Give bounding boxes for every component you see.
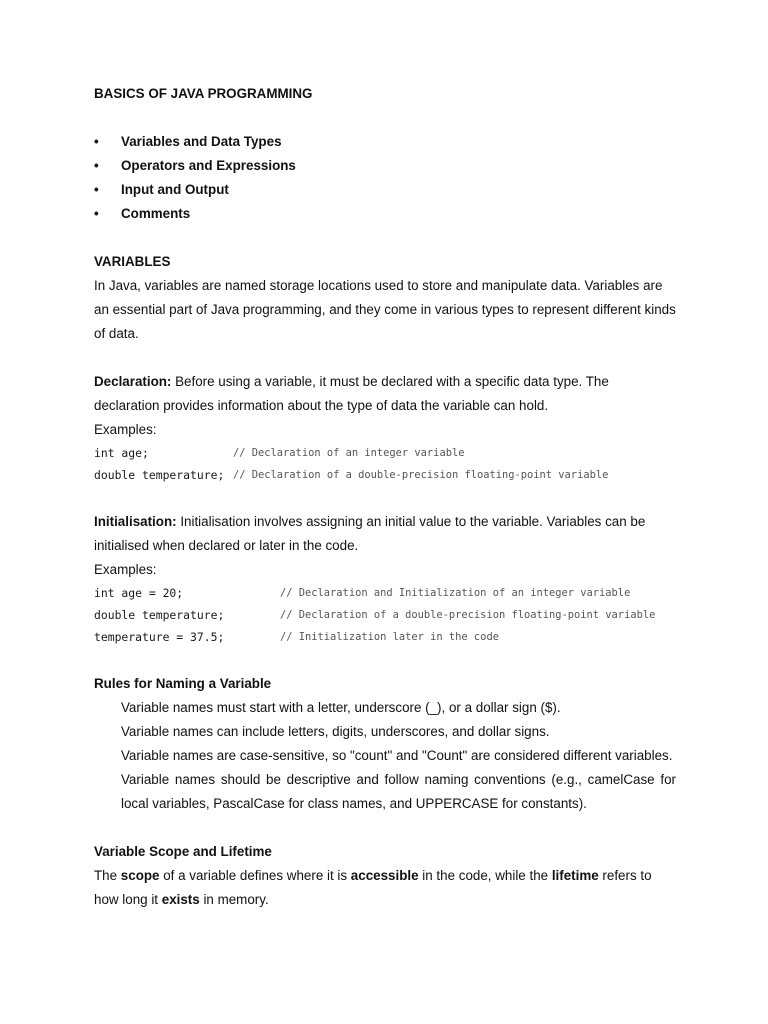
bullet-icon: • — [94, 182, 99, 197]
rule-text: Variable names must start with a letter, underscore (_), or a dollar sign ($). — [121, 700, 561, 715]
checkbox-bullet-icon — [94, 744, 121, 768]
checkbox-bullet-icon — [94, 720, 121, 744]
rule-item — [94, 744, 676, 768]
declaration-examples-label: Examples: — [94, 422, 157, 437]
topic-label: Variables and Data Types — [121, 134, 282, 149]
initialisation-paragraph — [94, 510, 676, 558]
initialisation-examples-label: Examples: — [94, 562, 157, 577]
code-text: temperature = 37.5; — [94, 630, 225, 644]
topic-label: Operators and Expressions — [121, 158, 296, 173]
scope-text: of a variable defines where it is — [159, 868, 351, 883]
scope-text: The — [94, 868, 121, 883]
code-comment: // Declaration and Initialization of an integer variable — [280, 587, 631, 599]
code-comment: // Initialization later in the code — [280, 631, 499, 643]
declaration-text: Before using a variable, it must be declared with a specific data type. The declaration provides information about the type of data the variable can hold. — [94, 374, 609, 413]
code-line — [94, 626, 676, 648]
code-line — [94, 604, 676, 626]
code-comment: // Declaration of a double-precision floating-point variable — [280, 609, 656, 621]
declaration-paragraph — [94, 370, 676, 418]
scope-bold-term: exists — [161, 892, 200, 907]
initialisation-label: Initialisation: — [94, 514, 177, 529]
checkbox-bullet-icon — [94, 696, 121, 720]
code-text: int age = 20; — [94, 586, 184, 600]
topic-item — [94, 130, 676, 154]
topic-item — [94, 154, 676, 178]
scope-heading: Variable Scope and Lifetime — [94, 844, 272, 859]
rule-item — [94, 720, 676, 744]
code-text: double temperature; — [94, 468, 225, 482]
code-comment: // Declaration of a double-precision floating-point variable — [233, 469, 609, 481]
scope-text: in the code, while the — [418, 868, 552, 883]
topic-label: Input and Output — [121, 182, 229, 197]
scope-bold-term: accessible — [350, 868, 419, 883]
scope-text: in memory. — [199, 892, 269, 907]
document-page — [94, 82, 676, 912]
bullet-icon: • — [94, 134, 99, 149]
variables-intro: In Java, variables are named storage locations used to store and manipulate data. Variables are an essential part of Java programming, and they come in various types to represent different kinds of data. — [94, 278, 676, 341]
code-line — [94, 442, 676, 464]
rules-list — [94, 696, 676, 816]
code-text: int age; — [94, 446, 149, 460]
topics-list — [94, 130, 676, 226]
topic-item — [94, 202, 676, 226]
variables-heading: VARIABLES — [94, 254, 171, 269]
rules-heading: Rules for Naming a Variable — [94, 676, 272, 691]
scope-bold-term: lifetime — [551, 868, 599, 883]
topic-label: Comments — [121, 206, 191, 221]
checkbox-bullet-icon — [94, 768, 121, 816]
rule-text: Variable names can include letters, digits, underscores, and dollar signs. — [121, 724, 550, 739]
scope-bold-term: scope — [120, 868, 160, 883]
scope-paragraph — [94, 864, 676, 912]
bullet-icon: • — [94, 158, 99, 173]
topic-item — [94, 178, 676, 202]
code-text: double temperature; — [94, 608, 225, 622]
rule-item — [94, 696, 676, 720]
code-comment: // Declaration of an integer variable — [233, 447, 465, 459]
rule-text: Variable names should be descriptive and follow naming conventions (e.g., camelCase for local variables, PascalCase for class names, and UPPERCASE for constants). — [121, 772, 676, 811]
code-line — [94, 464, 676, 486]
declaration-label: Declaration: — [94, 374, 172, 389]
initialisation-text: Initialisation involves assigning an initial value to the variable. Variables can be initialised when declared or later in the code. — [94, 514, 646, 553]
rule-text: Variable names are case-sensitive, so "count" and "Count" are considered different variables. — [121, 748, 673, 763]
rule-item — [94, 768, 676, 816]
code-line — [94, 582, 676, 604]
bullet-icon: • — [94, 206, 99, 221]
scope-text: refers to how long it — [94, 868, 652, 907]
document-title: BASICS OF JAVA PROGRAMMING — [94, 86, 313, 101]
